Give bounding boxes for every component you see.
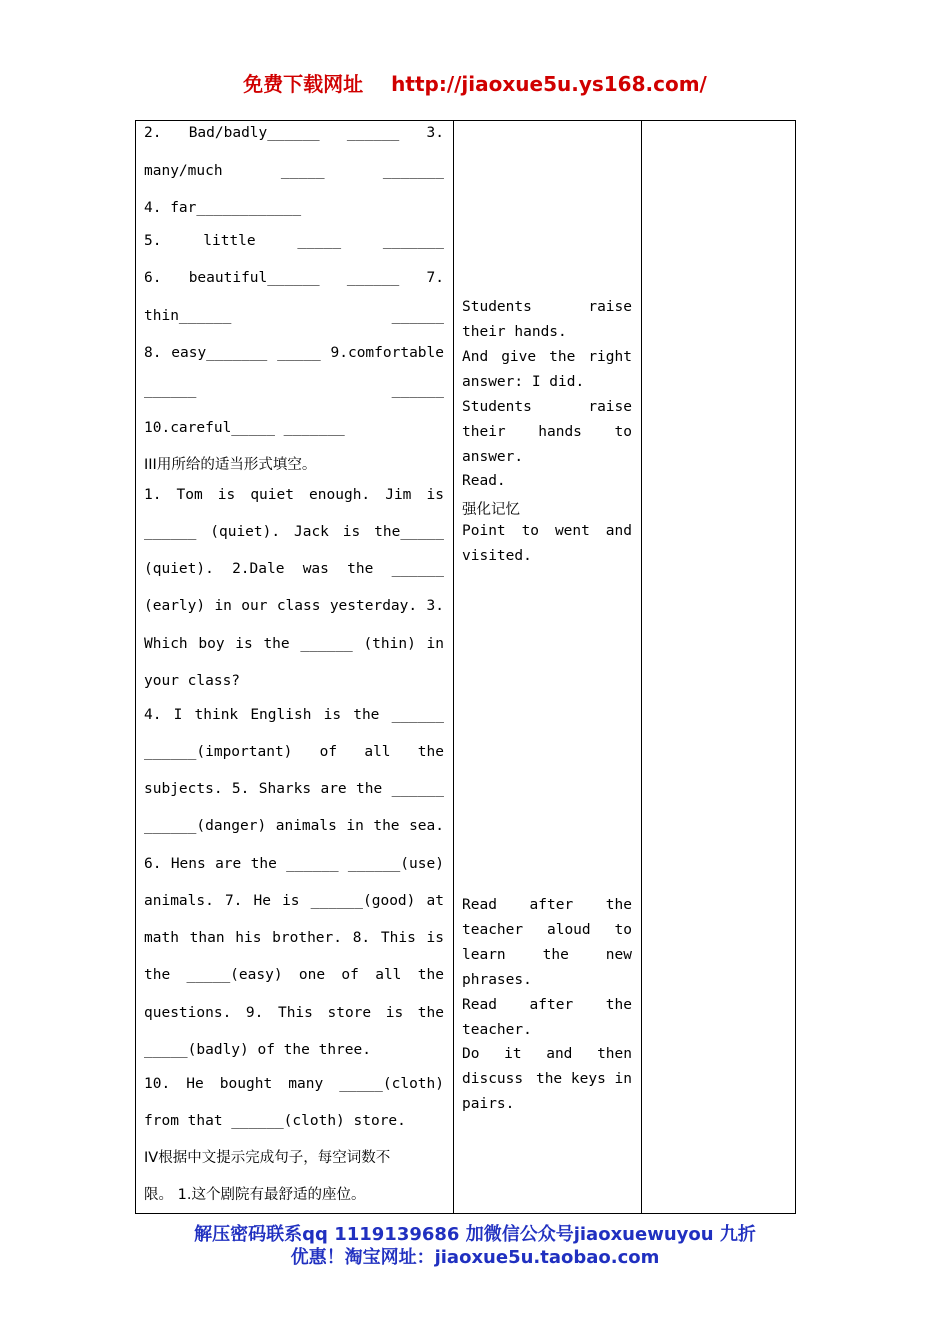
- exercise-word: He: [253, 893, 271, 909]
- exercise-line: [144, 382, 444, 398]
- exercise-line: [144, 561, 444, 577]
- activity-line: [462, 997, 632, 1013]
- activity-word: learn: [462, 947, 506, 963]
- exercise-word: in: [346, 818, 364, 834]
- activity-word: teacher: [462, 922, 524, 938]
- lesson-table: [135, 120, 796, 1214]
- exercise-word: ______: [286, 856, 339, 872]
- exercise-word: This: [277, 1005, 313, 1021]
- exercise-word: the: [347, 561, 374, 577]
- exercise-column: [136, 121, 454, 1214]
- activity-word: raise: [588, 299, 632, 315]
- activity-line: [462, 972, 632, 988]
- activity-word: to: [614, 922, 632, 938]
- exercise-line: [144, 233, 444, 249]
- exercise-line: [144, 636, 444, 652]
- exercise-line: [144, 125, 444, 141]
- exercise-line: [144, 818, 444, 834]
- exercise-word: of: [319, 744, 338, 760]
- exercise-line: [144, 308, 444, 324]
- activity-line: [462, 498, 632, 519]
- exercise-line: [144, 200, 444, 216]
- exercise-word: ______: [391, 561, 444, 577]
- activity-word: Read: [462, 997, 497, 1013]
- exercise-word: 2.Dale: [232, 561, 285, 577]
- exercise-word: 2.: [144, 125, 162, 141]
- activity-word: answer.: [462, 449, 524, 465]
- activity-line: [462, 299, 632, 315]
- exercise-word: ______(use): [347, 856, 444, 872]
- exercise-line: [144, 1113, 444, 1129]
- exercise-line: [144, 1183, 444, 1204]
- activity-word: and: [546, 1046, 573, 1062]
- banner-url-link[interactable]: http://jiaoxue5u.ys168.com/: [391, 72, 707, 96]
- exercise-word: 限。 1.这个剧院有最舒适的座位。: [144, 1187, 366, 1203]
- activity-line: [462, 349, 632, 365]
- activity-word: Do: [462, 1046, 480, 1062]
- exercise-word: quiet: [250, 487, 294, 503]
- activity-word: and: [605, 523, 632, 539]
- exercise-word: IV根据中文提示完成句子，每空词数不: [144, 1150, 391, 1166]
- exercise-line: [144, 163, 444, 179]
- activity-word: discuss: [462, 1071, 524, 1087]
- exercise-word: 4. far____________: [144, 200, 302, 216]
- exercise-word: the: [373, 818, 400, 834]
- activity-word: pairs.: [462, 1096, 515, 1112]
- exercise-word: (quiet).: [144, 561, 214, 577]
- exercise-word: _______: [382, 163, 444, 179]
- exercise-word: ______: [391, 781, 444, 797]
- activity-word: visited.: [462, 548, 532, 564]
- activity-word: their hands.: [462, 324, 567, 340]
- activity-word: went: [554, 523, 590, 539]
- exercise-word: bought: [219, 1076, 273, 1092]
- exercise-word: is: [385, 1005, 404, 1021]
- exercise-word: _____(easy): [186, 967, 283, 983]
- exercise-word: 7.: [426, 270, 444, 286]
- exercise-word: 5.: [231, 781, 250, 797]
- exercise-word: 10.careful_____ _______: [144, 420, 345, 436]
- exercise-word: the: [263, 636, 290, 652]
- exercise-word: is: [323, 707, 342, 723]
- exercise-word: is: [426, 930, 444, 946]
- activity-word: Students: [462, 299, 532, 315]
- activity-line: [462, 947, 632, 963]
- activity-word: 强化记忆: [462, 502, 520, 518]
- exercise-word: is: [426, 487, 444, 503]
- exercise-word: beautiful______: [188, 270, 320, 286]
- exercise-word: (quiet).: [210, 524, 281, 540]
- exercise-word: are: [215, 856, 242, 872]
- notes-column: [642, 121, 796, 1214]
- activity-word: the: [542, 947, 569, 963]
- activity-line: [462, 897, 632, 913]
- exercise-word: brother.: [272, 930, 342, 946]
- exercise-line: [144, 524, 444, 540]
- exercise-word: enough.: [309, 487, 371, 503]
- exercise-word: yesterday.: [329, 598, 418, 614]
- exercise-line: [144, 598, 444, 614]
- activity-word: their: [462, 424, 506, 440]
- exercise-word: (early): [144, 598, 206, 614]
- exercise-word: animals.: [144, 893, 214, 909]
- exercise-word: I: [173, 707, 183, 723]
- activity-line: [462, 399, 632, 415]
- exercise-word: 10.: [144, 1076, 171, 1092]
- exercise-word: III用所给的适当形式填空。: [144, 457, 317, 473]
- exercise-word: the: [356, 781, 383, 797]
- banner-label: 免费下载网址: [243, 72, 364, 96]
- exercise-word: ______(important): [144, 744, 293, 760]
- activity-word: to: [614, 424, 632, 440]
- exercise-word: ______(good): [310, 893, 416, 909]
- activity-word: then: [597, 1046, 632, 1062]
- exercise-word: 7.: [224, 893, 243, 909]
- exercise-word: 6.: [144, 856, 162, 872]
- exercise-word: math: [144, 930, 179, 946]
- exercise-word: Which: [144, 636, 188, 652]
- exercise-word: Tom: [176, 487, 203, 503]
- exercise-line: [144, 707, 444, 723]
- exercise-word: ______: [144, 382, 197, 398]
- exercise-word: in: [426, 636, 444, 652]
- activity-line: [462, 1096, 632, 1112]
- exercise-word: boy: [198, 636, 225, 652]
- activity-word: give: [501, 349, 537, 365]
- activity-line: [462, 1071, 632, 1087]
- exercise-word: 8.: [352, 930, 371, 946]
- exercise-word: all: [364, 744, 391, 760]
- exercise-word: is: [235, 636, 253, 652]
- exercise-line: [144, 1146, 444, 1167]
- exercise-word: _______: [382, 233, 444, 249]
- exercise-word: 8.: [144, 345, 162, 361]
- exercise-word: Sharks: [258, 781, 312, 797]
- exercise-word: in: [214, 598, 232, 614]
- activity-word: right: [588, 349, 632, 365]
- footer-shop-line: 优惠！淘宝网址：jiaoxue5u.taobao.com: [290, 1247, 660, 1268]
- exercise-word: _____: [277, 345, 321, 361]
- exercise-word: 4.: [144, 707, 162, 723]
- exercise-word: Jack: [293, 524, 329, 540]
- exercise-line: [144, 1005, 444, 1021]
- exercise-word: all: [375, 967, 402, 983]
- exercise-word: Bad/badly______: [188, 125, 320, 141]
- activity-word: And: [462, 349, 489, 365]
- activity-word: hands: [538, 424, 582, 440]
- activity-word: to: [521, 523, 540, 539]
- exercise-line: [144, 345, 444, 361]
- exercise-line: [144, 930, 444, 946]
- activity-word: after: [529, 897, 574, 913]
- activity-line: [462, 473, 632, 489]
- exercise-line: [144, 270, 444, 286]
- activity-word: answer: I did.: [462, 374, 585, 390]
- activity-line: [462, 424, 632, 440]
- activity-word: new: [605, 947, 632, 963]
- exercise-line: [144, 487, 444, 503]
- activity-line: [462, 374, 632, 390]
- activity-word: the: [605, 897, 632, 913]
- exercise-word: many/much: [144, 163, 223, 179]
- exercise-word: This: [380, 930, 416, 946]
- exercise-line: [144, 1076, 444, 1092]
- exercise-line: [144, 967, 444, 983]
- exercise-word: the: [353, 707, 380, 723]
- exercise-word: _____: [297, 233, 342, 249]
- exercise-word: 6.: [144, 270, 162, 286]
- footer-contact-line: 解压密码联系qq 1119139686 加微信公众号jiaoxuewuyou 九折: [194, 1224, 756, 1245]
- activity-line: [462, 1046, 632, 1062]
- exercise-word: was: [302, 561, 329, 577]
- exercise-word: ______: [391, 308, 444, 324]
- activity-word: phrases.: [462, 972, 532, 988]
- exercise-word: _____(badly) of the three.: [144, 1042, 371, 1058]
- activity-word: the: [605, 997, 632, 1013]
- exercise-line: [144, 453, 444, 474]
- activity-line: [462, 449, 632, 465]
- exercise-word: Jim: [385, 487, 412, 503]
- exercise-word: his: [235, 930, 262, 946]
- activity-word: Point: [462, 523, 506, 539]
- exercise-line: [144, 1042, 444, 1058]
- exercise-word: from that ______(cloth) store.: [144, 1113, 406, 1129]
- activity-word: the keys in: [535, 1071, 632, 1087]
- exercise-line: [144, 744, 444, 760]
- exercise-word: at: [426, 893, 444, 909]
- exercise-word: ______: [346, 125, 400, 141]
- activity-word: Read: [462, 897, 497, 913]
- exercise-word: thin______: [144, 308, 232, 324]
- exercise-line: [144, 893, 444, 909]
- exercise-word: ______: [346, 270, 400, 286]
- exercise-word: easy_______: [171, 345, 268, 361]
- activity-word: aloud: [546, 922, 591, 938]
- exercise-word: (thin): [363, 636, 416, 652]
- exercise-word: ______: [300, 636, 353, 652]
- exercise-word: the: [417, 1005, 444, 1021]
- exercise-word: class: [276, 598, 321, 614]
- exercise-line: [144, 856, 444, 872]
- activity-line: [462, 324, 632, 340]
- exercise-word: 3.: [426, 125, 444, 141]
- exercise-word: 1.: [144, 487, 162, 503]
- activity-word: Students: [462, 399, 532, 415]
- exercise-word: think: [194, 707, 239, 723]
- activity-word: it: [504, 1046, 522, 1062]
- exercise-line: [144, 673, 444, 689]
- download-banner: [0, 68, 950, 97]
- exercise-word: ______: [391, 707, 444, 723]
- activity-line: [462, 1022, 632, 1038]
- exercise-word: the: [417, 744, 444, 760]
- student-activity-column: [454, 121, 642, 1214]
- exercise-word: one: [298, 967, 326, 983]
- exercise-word: Hens: [170, 856, 206, 872]
- exercise-word: the: [250, 856, 277, 872]
- exercise-word: subjects.: [144, 781, 223, 797]
- exercise-word: ______: [391, 382, 444, 398]
- activity-word: after: [529, 997, 574, 1013]
- exercise-word: _____: [280, 163, 325, 179]
- exercise-word: is: [282, 893, 300, 909]
- exercise-word: _____(cloth): [339, 1076, 444, 1092]
- exercise-word: your class?: [144, 673, 241, 689]
- activity-word: Read.: [462, 473, 506, 489]
- exercise-word: the: [417, 967, 444, 983]
- exercise-word: many: [288, 1076, 324, 1092]
- activity-word: the: [549, 349, 576, 365]
- exercise-word: ______: [144, 524, 197, 540]
- exercise-line: [144, 781, 444, 797]
- exercise-word: than: [189, 930, 225, 946]
- exercise-word: is: [342, 524, 361, 540]
- exercise-line: [144, 420, 444, 436]
- exercise-word: the_____: [374, 524, 444, 540]
- activity-word: raise: [588, 399, 632, 415]
- exercise-word: ______(danger): [144, 818, 267, 834]
- activity-word: teacher.: [462, 1022, 532, 1038]
- exercise-word: our: [241, 598, 268, 614]
- exercise-word: of: [341, 967, 359, 983]
- exercise-word: 9.comfortable: [330, 345, 444, 361]
- exercise-word: 3.: [426, 598, 444, 614]
- exercise-word: 5.: [144, 233, 162, 249]
- exercise-word: animals: [275, 818, 337, 834]
- exercise-word: English: [250, 707, 312, 723]
- activity-line: [462, 548, 632, 564]
- exercise-word: He: [186, 1076, 204, 1092]
- activity-line: [462, 922, 632, 938]
- exercise-word: questions.: [144, 1005, 232, 1021]
- exercise-word: 9.: [245, 1005, 264, 1021]
- exercise-word: store: [327, 1005, 372, 1021]
- exercise-word: the: [144, 967, 171, 983]
- activity-line: [462, 523, 632, 539]
- exercise-word: little: [203, 233, 256, 249]
- exercise-word: is: [217, 487, 236, 503]
- exercise-word: are: [320, 781, 347, 797]
- exercise-word: sea.: [409, 818, 444, 834]
